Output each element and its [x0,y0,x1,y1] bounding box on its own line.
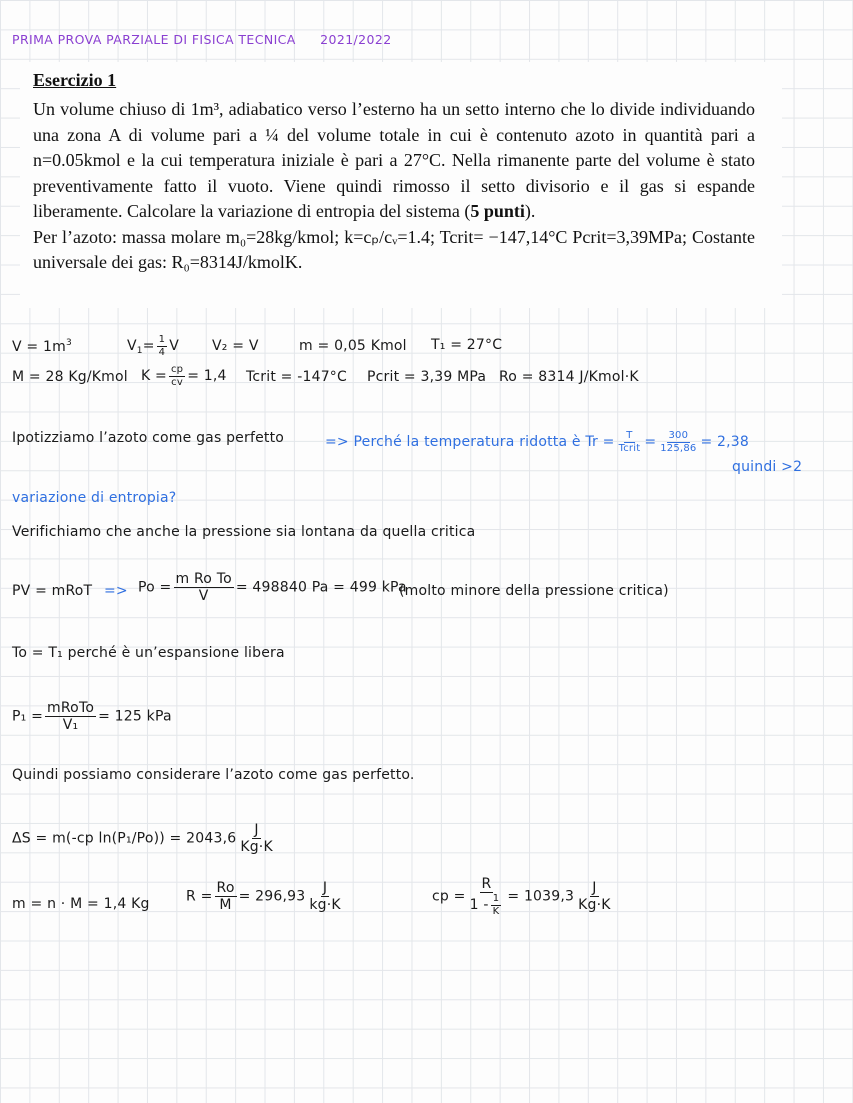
note-k: K = $\frac{cp}{cv}$ = 1,4 [141,364,227,388]
header-year: 2021/2022 [320,32,392,47]
note-tcrit: Tcrit = -147°C [246,369,347,385]
exercise-points: 5 punti [470,201,525,221]
exercise-statement-end: ). [524,201,536,221]
note-v1: $V_1=$ $\frac{1}{4}$ V [127,334,179,358]
note-p1: P₁ = $\frac{\text{mRoTo}}{\text{V₁}}$ = 125 kPa [12,700,172,734]
exercise-data: Per l’azoto: massa molare m₀=28kg/kmol; k=cₚ/cᵥ=1.4; Tcrit= −147,14°C Pcrit=3,39MPa; Costante universale dei gas: R₀=8314J/kmolK. [33,226,755,272]
note-pcrit: Pcrit = 3,39 MPa [367,369,487,385]
note-ideal-gas: PV = mRoT [12,583,93,599]
note-mass: m = n · M = 1,4 Kg [12,896,150,912]
note-r0: Ro = 8314 J/Kmol·K [499,369,639,385]
note-molar-mass: M = 28 Kg/Kmol [12,369,128,385]
note-cp: cp = R 1 - $\frac{1}{K}$ = 1039,3 $\frac{J}{Kg\cdot K}$ [432,876,611,917]
note-delta-s: ΔS = m(-cp ln(P₁/Po)) = 2043,6 $\frac{J}{Kg\cdot K}$ [12,822,273,856]
note-p0-comment: (molto minore della pressione critica) [399,583,669,599]
header-title: PRIMA PROVA PARZIALE DI FISICA TECNICA [12,32,296,47]
note-entropy-question: variazione di entropia? [12,490,177,506]
note-v2: V₂ = V [212,338,259,354]
note-reduced-temp-cont: quindi >2 [732,459,803,475]
page-header [12,32,412,47]
exercise-statement: Un volume chiuso di 1m³, adiabatico verso l’esterno ha un setto interno che lo divide individuando una zona A di volume pari a ¼ del volume totale in cui è contenuto azoto in quantità pari a n=0.05kmol e la cui temperatura iniziale è pari a 27°C. Nella rimanente parte del volume è stato preventivamente fatto il vuoto. Viene quindi rimosso il setto divisorio e il gas si espande liberamente. Calcolare la variazione di entropia del sistema ( [33,99,755,221]
note-arrow: => [104,583,128,599]
note-hypothesis: Ipotizziamo l’azoto come gas perfetto [12,430,285,446]
note-reduced-temp: => Perché la temperatura ridotta è Tr = $\frac{T}{\text{Tcrit}}$ = $\frac{300}{125,86}$ = 2,38 [325,430,750,454]
note-conclusion: Quindi possiamo considerare l’azoto come gas perfetto. [12,767,415,783]
exercise-box [20,62,782,308]
exercise-text [33,97,755,225]
note-n: m = 0,05 Kmol [299,338,407,354]
exercise-title: Esercizio 1 [33,70,117,90]
note-t1: T₁ = 27°C [431,337,503,353]
note-t0: To = T₁ perché è un’espansione libera [12,645,285,661]
note-r: R = $\frac{Ro}{M}$ = 296,93 $\frac{J}{kg\cdot K}$ [186,880,341,914]
note-p0: Po = $\frac{\text{m Ro To}}{V}$ = 498840 Pa = 499 kPa [138,571,407,605]
note-verify-pressure: Verifichiamo che anche la pressione sia lontana da quella critica [12,524,476,540]
exercise-body [33,97,755,276]
note-volume: $V = 1m^3$ [12,338,72,355]
